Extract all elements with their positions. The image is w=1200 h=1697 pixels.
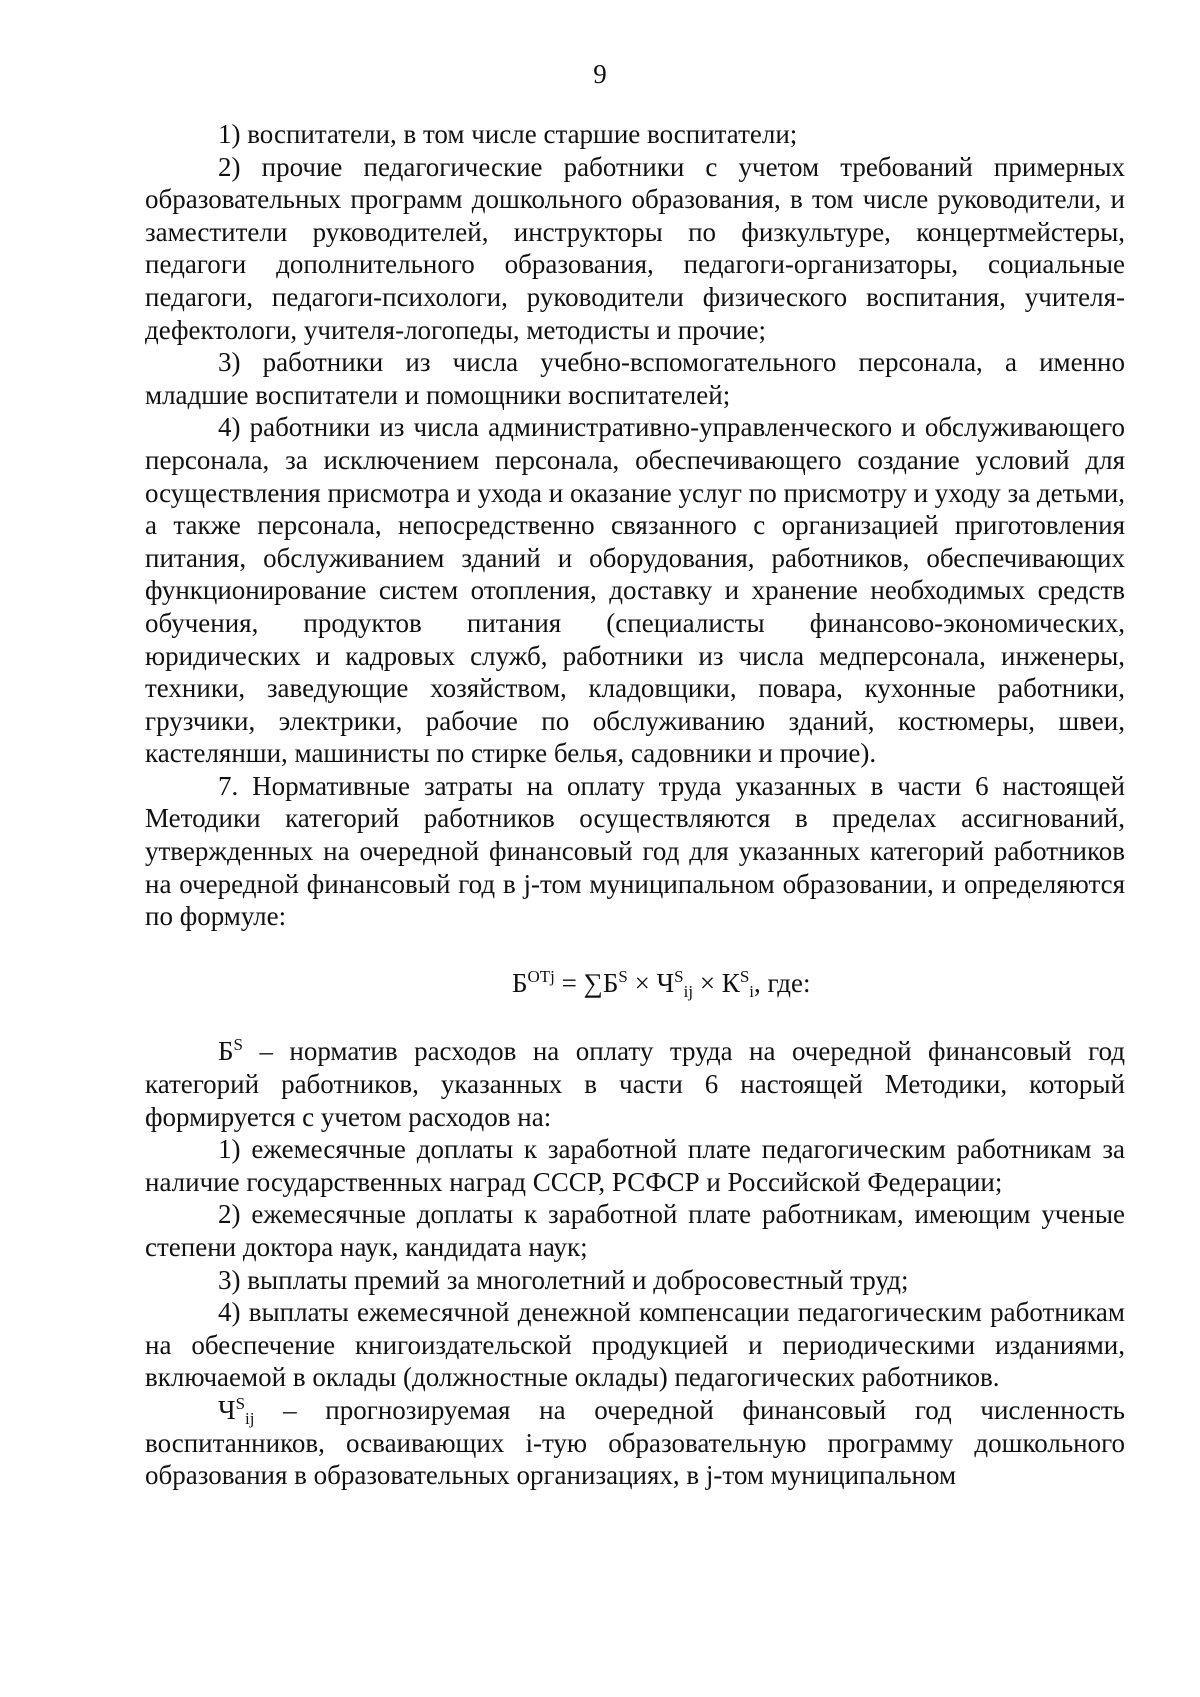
formula-times-1: × Ч <box>627 967 675 998</box>
definition-chs-sub: ij <box>245 1408 255 1428</box>
definition-chs-sup: S <box>235 1393 246 1413</box>
definition-chs-symbol: Ч <box>218 1394 236 1425</box>
formula-times-2: × К <box>693 967 740 998</box>
list-item-admin-staff: 4) работники из числа административно-управленческого и обслуживающего персонала, за исключением персонала, обеспечивающего создание условий для осуществления присмотра и ухода и оказание услуг по присмотру и уходу за детьми, а также персонала, непосредственно связанного с организацией приготовления питания, обслуживанием зданий и оборудования, работников, обеспечивающих функционирование систем отопления, доставку и хранение необходимых средств обучения, продуктов питания (специалисты финансово-экономических, юридических и кадровых служб, работники из числа медперсонала, инженеры, техники, заведующие хозяйством, кладовщики, повара, кухонные работники, грузчики, электрики, рабочие по обслуживанию зданий, костюмеры, швеи, кастелянши, машинисты по стирке белья, садовники и прочие). <box>145 412 1125 769</box>
page-number: 9 <box>593 59 607 89</box>
bs-item-bonuses: 3) выплаты премий за многолетний и добросовестный труд; <box>218 1264 909 1295</box>
list-item-educators: 1) воспитатели, в том числе старшие воспитатели; <box>218 119 798 149</box>
formula-s-sup-2: S <box>674 966 684 986</box>
definition-bs-text: – норматив расходов на оплату труда на очередной финансовый год категорий работников, указанных в части 6 настоящей Методики, который формируется с учетом расходов на: <box>145 1036 1125 1132</box>
definition-bs-sup: S <box>233 1035 243 1055</box>
formula-b: Б <box>512 967 528 998</box>
labor-cost-formula <box>145 967 1125 1000</box>
formula-sum: = ∑Б <box>554 967 619 998</box>
definition-bs <box>145 1035 1125 1133</box>
bs-item-awards: 1) ежемесячные доплаты к заработной плате педагогическим работникам за наличие государственных наград СССР, РСФСР и Российской Федерации; <box>145 1134 1125 1197</box>
section-7-paragraph: 7. Нормативные затраты на оплату труда указанных в части 6 настоящей Методики категорий работников осуществляются в пределах ассигнований, утвержденных на очередной финансовый год для указанных категорий работников на очередной финансовый год в j-том муниципальном образовании, и определяются по формуле: <box>145 770 1125 932</box>
formula-s-sup-3: S <box>739 966 750 986</box>
definition-bs-symbol: Б <box>218 1036 234 1067</box>
formula-tail: , где: <box>754 967 811 998</box>
list-item-other-teachers: 2) прочие педагогические работники с учетом требований примерных образовательных программ дошкольного образования, в том числе руководители, и заместители руководителей, инструкторы по физкультуре, концертмейстеры, педагоги дополнительного образования, педагоги-организаторы, социальные педагоги, педагоги-психологи, руководители физического воспитания, учителя-дефектологи, учителя-логопеды, методисты и прочие; <box>145 151 1125 345</box>
bs-item-degrees: 2) ежемесячные доплаты к заработной плате работникам, имеющим ученые степени доктора наук, кандидата наук; <box>145 1199 1125 1262</box>
formula-b-sup: OTj <box>527 966 555 986</box>
list-item-support-staff: 3) работники из числа учебно-вспомогательного персонала, а именно младшие воспитатели и помощники воспитателей; <box>145 347 1125 410</box>
formula-s-sup-1: S <box>618 966 628 986</box>
bs-item-book-compensation: 4) выплаты ежемесячной денежной компенсации педагогическим работникам на обеспечение книгоиздательской продукцией и периодическими изданиями, включаемой в оклады (должностные оклады) педагогических работников. <box>145 1297 1125 1393</box>
formula-i-sub: i <box>749 981 755 1001</box>
definition-chs <box>145 1394 1125 1492</box>
document-body <box>145 118 1125 1492</box>
formula-ij-sub: ij <box>683 981 694 1001</box>
definition-chs-text: – прогнозируемая на очередной финансовый год численность воспитанников, осваивающих i-тую образовательную программу дошкольного образования в образовательных организациях, в j-том муниципальном <box>145 1394 1125 1491</box>
